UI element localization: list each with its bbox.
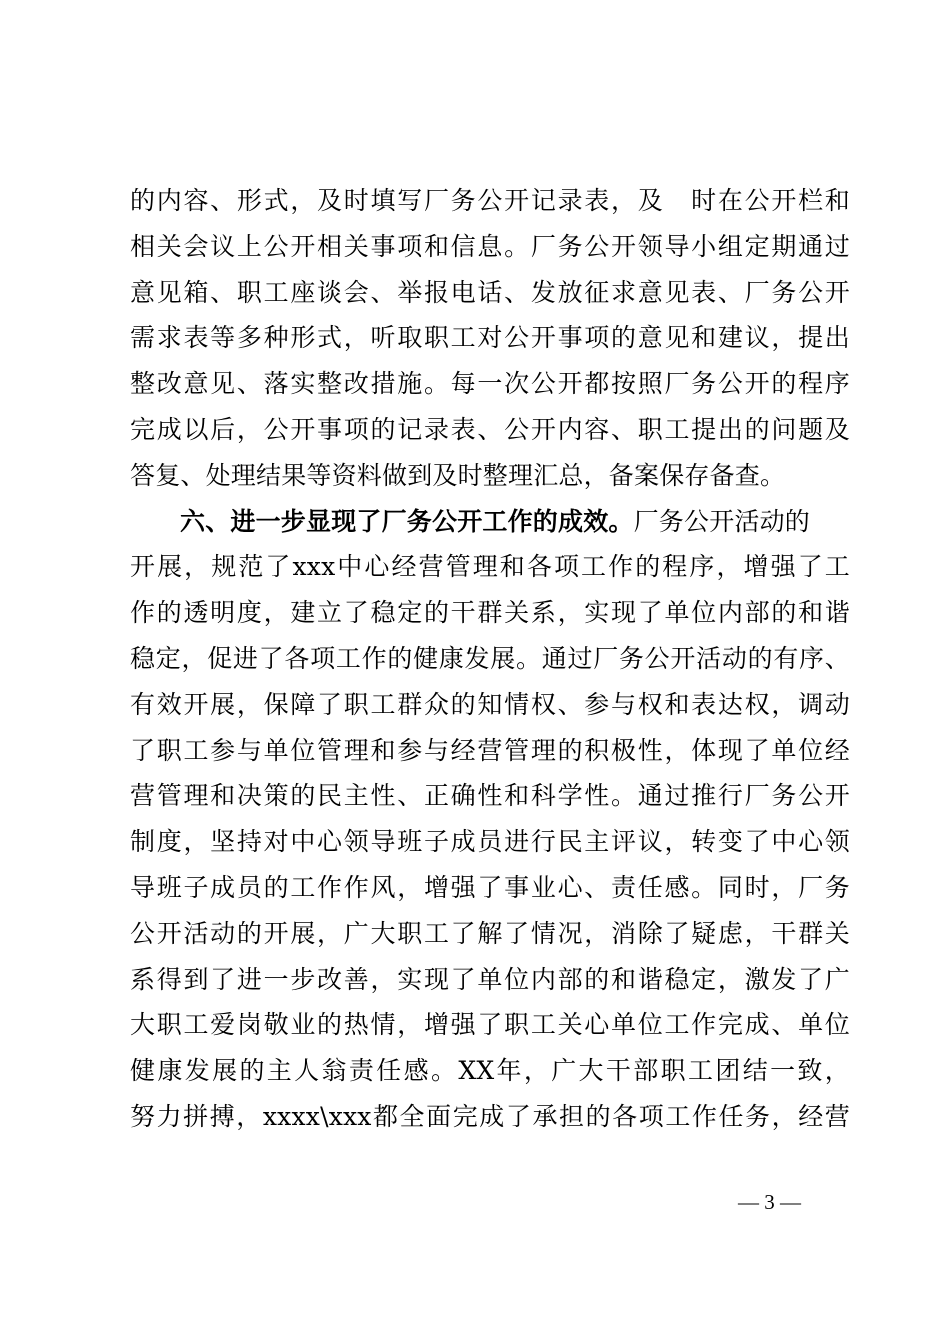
text-line: 整改意见、落实整改措施。每一次公开都按照厂务公开的程序 [130, 369, 850, 399]
text-span: 厂务公开活动的 [633, 506, 811, 536]
section-heading-line [130, 499, 850, 545]
text-line: 答复、处理结果等资料做到及时整理汇总，备案保存备查。 [130, 460, 786, 490]
text-line: 公开活动的开展，广大职工了解了情况，消除了疑虑，干群关 [130, 918, 850, 948]
page-number: — 3 — [738, 1190, 801, 1214]
text-line: 努力拼搏，xxxx\xxx都全面完成了承担的各项工作任务，经营 [130, 1101, 850, 1131]
text-line: 制度，坚持对中心领导班子成员进行民主评议，转变了中心领 [130, 827, 850, 857]
section-heading: 六、进一步显现了厂务公开工作的成效。 [180, 506, 634, 536]
text-line: 营管理和决策的民主性、正确性和科学性。通过推行厂务公开 [130, 781, 850, 811]
text-line: 导班子成员的工作作风，增强了事业心、责任感。同时，厂务 [130, 872, 850, 902]
text-line: 意见箱、职工座谈会、举报电话、发放征求意见表、厂务公开 [130, 277, 850, 307]
text-line: 的内容、形式，及时填写厂务公开记录表，及 时在公开栏和 [130, 186, 850, 215]
text-line: 开展，规范了xxx中心经营管理和各项工作的程序，增强了工 [130, 552, 850, 582]
text-line: 作的透明度，建立了稳定的干群关系，实现了单位内部的和谐 [130, 598, 850, 628]
text-line: 完成以后，公开事项的记录表、公开内容、职工提出的问题及 [130, 414, 850, 444]
text-line: 系得到了进一步改善，实现了单位内部的和谐稳定，激发了广 [130, 964, 850, 994]
text-line: 有效开展，保障了职工群众的知情权、参与权和表达权，调动 [130, 689, 850, 719]
text-line: 大职工爱岗敬业的热情，增强了职工关心单位工作完成、单位 [130, 1010, 850, 1040]
text-line: 健康发展的主人翁责任感。XX年，广大干部职工团结一致， [130, 1056, 850, 1086]
body-text [130, 178, 850, 1140]
text-line: 相关会议上公开相关事项和信息。厂务公开领导小组定期通过 [130, 231, 850, 261]
text-line: 需求表等多种形式，听取职工对公开事项的意见和建议，提出 [130, 323, 850, 353]
text-line: 稳定，促进了各项工作的健康发展。通过厂务公开活动的有序、 [130, 643, 850, 673]
text-line: 了职工参与单位管理和参与经营管理的积极性，体现了单位经 [130, 735, 850, 765]
